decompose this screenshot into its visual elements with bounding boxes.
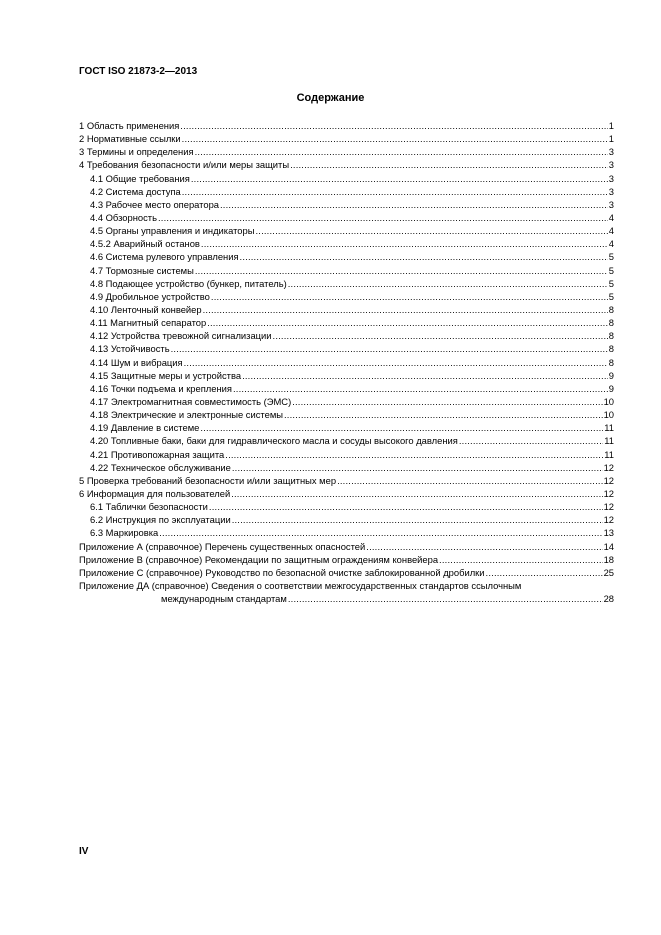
toc-entry-title: 4.18 Электрические и электронные системы (90, 409, 283, 421)
toc-entry-page: 12 (603, 461, 614, 473)
toc-entry-page: 1 (608, 120, 614, 131)
toc-dot-leader (220, 198, 608, 211)
toc-entry-page: 11 (604, 448, 614, 460)
toc-entry[interactable] (79, 526, 614, 539)
toc-entry-title: 4.1 Общие требования (90, 172, 190, 184)
toc-entry-title: Приложение С (справочное) Руководство по безопасной очистке заблокированной дробилки (79, 566, 485, 578)
toc-entry[interactable] (79, 461, 614, 474)
toc-dot-leader (292, 395, 602, 408)
toc-entry[interactable] (79, 198, 614, 211)
toc-entry[interactable] (79, 329, 614, 342)
toc-entry-title: 5 Проверка требований безопасности и/или защитных мер (79, 474, 337, 486)
toc-entry-page: 1 (608, 133, 614, 145)
toc-entry-title: 4.6 Система рулевого управления (90, 251, 239, 263)
toc-dot-leader (232, 513, 603, 526)
toc-entry[interactable] (79, 290, 614, 303)
toc-entry-title: 4.5 Органы управления и индикаторы (90, 225, 255, 237)
toc-dot-leader (225, 448, 603, 461)
toc-entry[interactable] (79, 382, 614, 395)
toc-entry-page: 8 (608, 343, 614, 355)
toc-entry-title: 2 Нормативные ссылки (79, 133, 181, 145)
toc-entry-title: 4.16 Точки подъема и крепления (90, 382, 232, 394)
toc-entry-page: 10 (603, 395, 614, 407)
toc-dot-leader (337, 474, 603, 487)
toc-dot-leader (200, 421, 603, 434)
toc-entry[interactable] (79, 448, 614, 461)
toc-entry-multiline-second[interactable] (79, 592, 614, 605)
toc-dot-leader (207, 316, 608, 329)
toc-entry-page: 5 (608, 251, 614, 263)
toc-entry-page: 3 (608, 185, 614, 197)
toc-entry[interactable] (79, 303, 614, 316)
toc-entry-title: 4.3 Рабочее место оператора (90, 198, 219, 210)
toc-dot-leader (211, 290, 608, 303)
toc-entry[interactable] (79, 553, 614, 566)
toc-entry-title: 4.12 Устройства тревожной сигнализации (90, 330, 272, 342)
toc-dot-leader (240, 250, 608, 263)
toc-entry-page: 12 (603, 501, 614, 513)
toc-dot-leader (273, 329, 608, 342)
toc-entry-page: 13 (603, 527, 614, 539)
toc-dot-leader (180, 119, 607, 132)
toc-entry-title: 6.3 Маркировка (90, 527, 159, 539)
toc-entry[interactable] (79, 474, 614, 487)
toc-entry-page: 3 (608, 159, 614, 171)
toc-entry-title-continued: международным стандартам (161, 593, 287, 605)
toc-entry-page: 12 (603, 487, 614, 499)
toc-entry-title: 6.2 Инструкция по эксплуатации (90, 514, 231, 526)
toc-entry[interactable] (79, 408, 614, 421)
toc-entry-page: 28 (603, 593, 614, 605)
toc-entry-title: 4.10 Ленточный конвейер (90, 303, 202, 315)
toc-entry-page: 3 (608, 198, 614, 210)
toc-entry-page: 9 (608, 382, 614, 394)
toc-entry-title: 4.20 Топливные баки, баки для гидравлического масла и сосуды высокого давления (90, 435, 458, 447)
toc-entry-page: 5 (608, 290, 614, 302)
toc-entry[interactable] (79, 566, 614, 579)
toc-entry-title: 4.5.2 Аварийный останов (90, 238, 200, 250)
toc-dot-leader (486, 566, 603, 579)
toc-dot-leader (203, 303, 608, 316)
toc-entry-page: 8 (608, 317, 614, 329)
page-number: IV (79, 846, 89, 857)
toc-entry[interactable] (79, 211, 614, 224)
toc-entry[interactable] (79, 513, 614, 526)
toc-entry-title: 4.4 Обзорность (90, 211, 157, 223)
toc-entry[interactable] (79, 395, 614, 408)
toc-entry-page: 9 (608, 369, 614, 381)
toc-entry[interactable] (79, 172, 614, 185)
toc-entry-title: 4.13 Устойчивость (90, 343, 170, 355)
toc-dot-leader (439, 553, 603, 566)
toc-entry[interactable] (79, 158, 614, 171)
toc-entry[interactable] (79, 342, 614, 355)
toc-dot-leader (284, 408, 603, 421)
toc-entry-page: 25 (603, 566, 614, 578)
toc-entry[interactable] (79, 237, 614, 250)
toc-entry-title: 4.22 Техническое обслуживание (90, 461, 231, 473)
toc-entry[interactable] (79, 356, 614, 369)
toc-entry-page: 4 (608, 238, 614, 250)
toc-entry-page: 14 (603, 540, 614, 552)
toc-dot-leader (195, 264, 608, 277)
toc-dot-leader (201, 237, 608, 250)
toc-entry-page: 8 (608, 356, 614, 368)
toc-entry-title: Приложение ДА (справочное) Сведения о соответствии межгосударственных стандартов ссылочным (79, 579, 522, 591)
toc-entry[interactable] (79, 421, 614, 434)
toc-entry[interactable] (79, 316, 614, 329)
toc-entry-page: 5 (608, 277, 614, 289)
toc-entry-page: 10 (603, 409, 614, 421)
toc-entry[interactable] (79, 145, 614, 158)
toc-entry-title: Приложение В (справочное) Рекомендации по защитным ограждениям конвейера (79, 553, 439, 565)
table-of-contents (79, 119, 614, 605)
toc-entry-title: Приложение А (справочное) Перечень существенных опасностей (79, 540, 366, 552)
toc-entry-page: 8 (608, 330, 614, 342)
toc-entry[interactable] (79, 277, 614, 290)
toc-entry-title: 4.21 Противопожарная защита (90, 448, 225, 460)
toc-dot-leader (158, 211, 608, 224)
toc-entry-page: 4 (608, 211, 614, 223)
toc-entry-title: 4.15 Защитные меры и устройства (90, 369, 242, 381)
toc-entry[interactable] (79, 487, 614, 500)
toc-entry-page: 3 (608, 172, 614, 184)
toc-dot-leader (159, 526, 602, 539)
toc-entry-page: 5 (608, 264, 614, 276)
toc-entry-page: 4 (608, 225, 614, 237)
toc-entry-title: 4.2 Система доступа (90, 185, 181, 197)
toc-dot-leader (288, 592, 603, 605)
toc-entry[interactable] (79, 540, 614, 553)
toc-dot-leader (459, 434, 603, 447)
toc-dot-leader (232, 461, 603, 474)
toc-entry-title: 4.11 Магнитный сепаратор (90, 317, 207, 329)
toc-dot-leader (209, 500, 603, 513)
toc-entry-title: 6.1 Таблички безопасности (90, 501, 208, 513)
toc-entry-title: 4.17 Электромагнитная совместимость (ЭМС) (90, 395, 292, 407)
toc-entry[interactable] (79, 250, 614, 263)
toc-entry[interactable] (79, 434, 614, 447)
toc-entry[interactable] (79, 224, 614, 237)
toc-dot-leader (184, 356, 608, 369)
toc-dot-leader (231, 487, 602, 500)
toc-entry-title: 4.7 Тормозные системы (90, 264, 194, 276)
toc-entry[interactable] (79, 500, 614, 513)
toc-entry[interactable] (79, 264, 614, 277)
toc-entry-title: 3 Термины и определения (79, 146, 194, 158)
toc-dot-leader (195, 145, 608, 158)
toc-entry-page: 12 (603, 474, 614, 486)
toc-dot-leader (182, 132, 608, 145)
toc-entry-page: 12 (603, 514, 614, 526)
document-header: ГОСТ ISO 21873-2—2013 (79, 66, 198, 77)
page-title: Содержание (296, 92, 365, 104)
toc-entry-page: 3 (608, 146, 614, 158)
toc-entry-title: 6 Информация для пользователей (79, 487, 231, 499)
toc-dot-leader (288, 277, 608, 290)
toc-entry[interactable] (79, 132, 614, 145)
toc-dot-leader (191, 172, 608, 185)
toc-entry-title: 4.8 Подающее устройство (бункер, питатель) (90, 277, 287, 289)
toc-dot-leader (242, 369, 608, 382)
toc-dot-leader (255, 224, 607, 237)
toc-dot-leader (233, 382, 608, 395)
toc-dot-leader (182, 185, 608, 198)
toc-dot-leader (366, 540, 602, 553)
toc-entry[interactable] (79, 185, 614, 198)
toc-entry-page: 18 (603, 553, 614, 565)
toc-entry[interactable] (79, 119, 614, 132)
toc-entry-title: 4.14 Шум и вибрация (90, 356, 183, 368)
toc-entry-page: 11 (604, 422, 614, 434)
toc-entry-page: 11 (604, 435, 614, 447)
toc-entry-multiline-first[interactable] (79, 579, 614, 592)
toc-entry-title: 4 Требования безопасности и/или меры защиты (79, 159, 290, 171)
toc-entry[interactable] (79, 369, 614, 382)
toc-entry-title: 4.9 Дробильное устройство (90, 290, 210, 302)
toc-entry-title: 4.19 Давление в системе (90, 422, 200, 434)
toc-entry-title: 1 Область применения (79, 120, 180, 131)
toc-dot-leader (171, 342, 608, 355)
toc-entry-page: 8 (608, 303, 614, 315)
toc-dot-leader (290, 158, 608, 171)
